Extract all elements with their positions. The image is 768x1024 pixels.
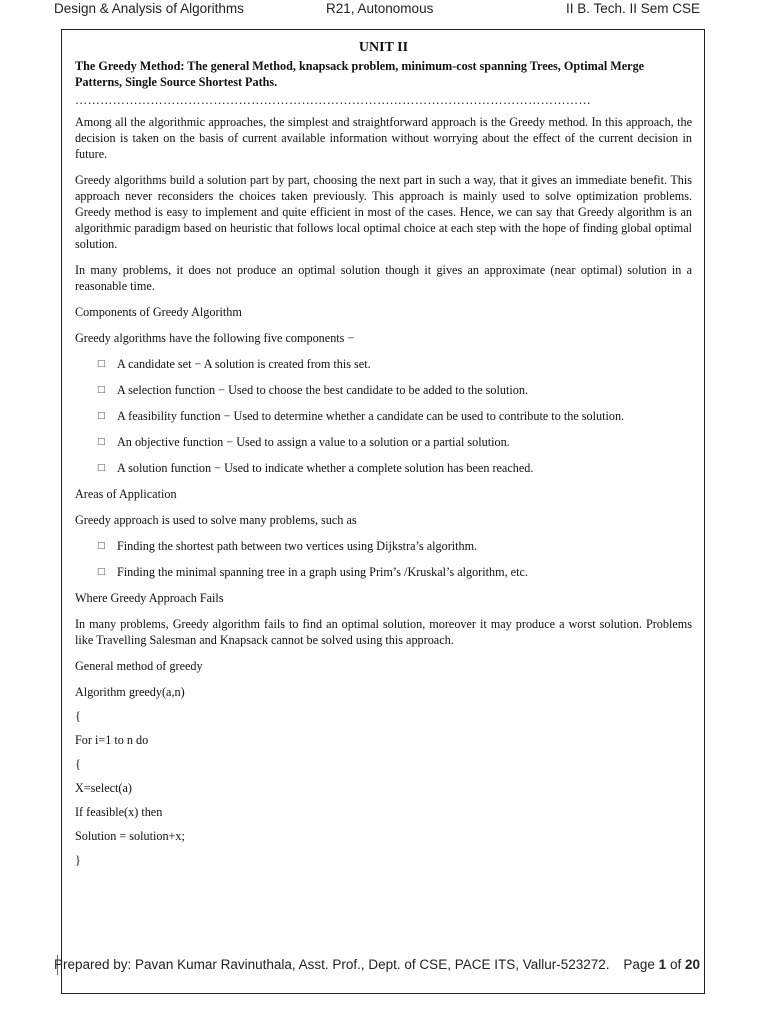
areas-heading: Areas of Application <box>75 487 177 501</box>
code-line: Solution = solution+x; <box>75 829 185 843</box>
list-item: □ Finding the minimal spanning tree in a graph using Prim’s /Kruskal’s algorithm, etc. <box>97 565 528 579</box>
list-item: □ A feasibility function − Used to determine whether a candidate can be used to contribute to the solution. <box>97 409 625 423</box>
areas-list <box>75 538 692 580</box>
code-line: { <box>75 709 81 723</box>
code-line: { <box>75 757 81 771</box>
bullet-box-icon: □ <box>97 359 106 369</box>
code-line: Algorithm greedy(a,n) <box>75 685 185 699</box>
header-regulation: R21, Autonomous <box>326 1 434 16</box>
code-line: X=select(a) <box>75 781 132 795</box>
page-number: Page 1 of 20 <box>623 957 700 972</box>
page-header <box>0 0 768 20</box>
header-course: Design & Analysis of Algorithms <box>54 1 244 16</box>
list-item: □ A selection function − Used to choose the best candidate to be added to the solution. <box>97 383 528 397</box>
unit-topics: The Greedy Method: The general Method, knapsack problem, minimum-cost spanning Trees, Optimal Merge Patterns, Single Source Shortest Paths. <box>75 59 645 89</box>
components-intro: Greedy algorithms have the following five components − <box>75 331 355 345</box>
fails-heading: Where Greedy Approach Fails <box>75 591 224 605</box>
components-list <box>75 356 692 476</box>
bullet-box-icon: □ <box>97 411 106 421</box>
page-content <box>75 40 692 876</box>
pseudocode-block <box>75 684 692 868</box>
builds-paragraph: Greedy algorithms build a solution part by part, choosing the next part in such a way, that it gives an immediate benefit. This approach never reconsiders the choices taken previously. This approach is mainly used to solve optimization problems. Greedy method is easy to implement and quite efficient in most of the cases. Hence, we can say that Greedy algorithm is an algorithmic paradigm based on heuristic that follows local optimal choice at each step with the hope of finding global optimal solution. <box>75 173 692 251</box>
areas-intro: Greedy approach is used to solve many problems, such as <box>75 513 357 527</box>
bullet-box-icon: □ <box>97 437 106 447</box>
list-item: □ Finding the shortest path between two vertices using Dijkstra’s algorithm. <box>97 539 478 553</box>
approx-paragraph: In many problems, it does not produce an optimal solution though it gives an approximate (near optimal) solution in a reasonable time. <box>75 263 692 293</box>
footer-prepared-by: Prepared by: Pavan Kumar Ravinuthala, Asst. Prof., Dept. of CSE, PACE ITS, Vallur-523272. <box>54 957 610 972</box>
unit-title: UNIT II <box>358 40 409 55</box>
bullet-box-icon: □ <box>97 541 106 551</box>
header-semester: II B. Tech. II Sem CSE <box>565 1 700 16</box>
list-item: □ A candidate set − A solution is created from this set. <box>97 357 371 371</box>
code-line: For i=1 to n do <box>75 733 149 747</box>
intro-paragraph: Among all the algorithmic approaches, the simplest and straightforward approach is the Greedy method. In this approach, the decision is taken on the basis of current available information without worrying about the effect of the current decision in future. <box>75 115 692 161</box>
list-item: □ An objective function − Used to assign a value to a solution or a partial solution. <box>97 435 510 449</box>
bullet-box-icon: □ <box>97 567 106 577</box>
code-line: If feasible(x) then <box>75 805 163 819</box>
dotted-separator: …………………………………………………………………………………………………………… <box>75 93 592 107</box>
general-heading: General method of greedy <box>75 659 203 673</box>
fails-paragraph: In many problems, Greedy algorithm fails to find an optimal solution, moreover it may produce a worst solution. Problems like Travelling Salesman and Knapsack cannot be solved using this approach. <box>75 617 692 647</box>
bullet-box-icon: □ <box>97 463 106 473</box>
list-item: □ A solution function − Used to indicate whether a complete solution has been reached. <box>97 461 534 475</box>
components-heading: Components of Greedy Algorithm <box>75 305 242 319</box>
bullet-box-icon: □ <box>97 385 106 395</box>
code-line: } <box>75 853 81 867</box>
